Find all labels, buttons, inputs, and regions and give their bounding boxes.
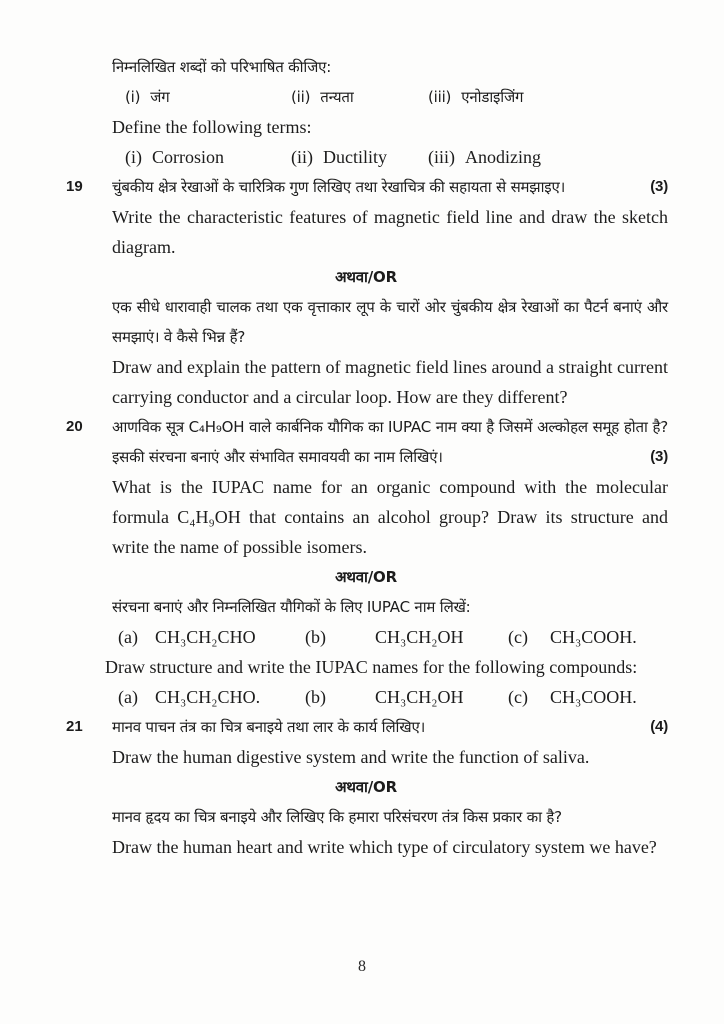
question-21 [64, 712, 668, 772]
hindi-term-3-text: एनोडाइजिंग [461, 88, 524, 106]
english-term-3 [428, 142, 668, 172]
compound-2c-formula: CH₃COOH. [550, 687, 637, 707]
hindi-term-3-label: (iii) [428, 88, 452, 106]
english-term-1 [125, 142, 291, 172]
compound-1b-formula: CH₃CH₂OH [375, 627, 464, 647]
definitions-hindi-terms-row [125, 82, 668, 112]
question-19-alt-hindi-text: एक सीधे धारावाही चालक तथा एक वृत्ताकार लूप के चारों ओर चुंबकीय क्षेत्र रेखाओं का पैटर्न बनाएं और समझाएं। वे कैसे भिन्न हैं? [112, 298, 668, 346]
hindi-term-2-label: (ii) [291, 88, 311, 106]
question-21-marks: (4) [650, 718, 668, 735]
definitions-english-terms-row [125, 142, 668, 172]
question-19-marks: (3) [650, 178, 668, 195]
english-term-1-label: (i) [125, 147, 142, 167]
hindi-term-1-text: जंग [150, 88, 170, 106]
compounds-row-1 [118, 622, 668, 652]
question-21-number: 21 [66, 718, 83, 735]
question-20-english-text: What is the IUPAC name for an organic compound with the molecular formula C₄H₉OH that contains an alcohol group? Draw its structure and write the name of possible isomers. [112, 477, 668, 557]
hindi-term-1-label: (i) [125, 88, 141, 106]
question-21-english-text: Draw the human digestive system and write the function of saliva. [112, 747, 590, 767]
english-term-2 [291, 142, 428, 172]
english-term-3-text: Anodizing [465, 147, 541, 167]
definitions-hindi-prompt: निम्नलिखित शब्दों को परिभाषित कीजिए: [112, 58, 332, 76]
compound-2c-label: (c) [508, 687, 528, 707]
compound-2b-formula: CH₃CH₂OH [375, 687, 464, 707]
question-20-hindi-text: आणविक सूत्र C₄H₉OH वाले कार्बनिक यौगिक का IUPAC नाम क्या है जिसमें अल्कोहल समूह होता है? इसकी संरचना बनाएं और संभावित समावयवी का नाम लिखिएं। [112, 418, 668, 466]
hindi-term-3 [428, 82, 668, 112]
or-divider-3: अथवा/OR [335, 778, 397, 796]
or-divider-2: अथवा/OR [335, 568, 397, 586]
question-20-number: 20 [66, 418, 83, 435]
question-19 [64, 172, 668, 262]
question-19-hindi-text: चुंबकीय क्षेत्र रेखाओं के चारित्रिक गुण लिखिए तथा रेखाचित्र की सहायता से समझाइए। [112, 178, 566, 196]
question-20 [64, 412, 668, 562]
compound-1c-formula: CH₃COOH. [550, 627, 637, 647]
hindi-term-2 [291, 82, 428, 112]
compounds-row-2 [118, 682, 668, 712]
compound-1b-label: (b) [305, 627, 326, 647]
question-20-hindi-line [112, 412, 668, 472]
question-19-number: 19 [66, 178, 83, 195]
question-19-hindi-line [112, 172, 668, 202]
compound-1c-label: (c) [508, 627, 528, 647]
compound-2b-label: (b) [305, 687, 326, 707]
question-20-alt-english-prompt: Draw structure and write the IUPAC names for the following compounds: [105, 657, 638, 677]
english-term-3-label: (iii) [428, 147, 455, 167]
page-number: 8 [358, 958, 366, 975]
question-21-hindi-line [112, 712, 668, 742]
or-divider-1: अथवा/OR [335, 268, 397, 286]
question-19-english-text: Write the characteristic features of magnetic field line and draw the sketch diagram. [112, 207, 668, 257]
english-term-1-text: Corrosion [152, 147, 224, 167]
question-21-alt-english-text: Draw the human heart and write which type of circulatory system we have? [112, 837, 657, 857]
question-20-alt-hindi-prompt: संरचना बनाएं और निम्नलिखित यौगिकों के लिए IUPAC नाम लिखें: [112, 598, 471, 616]
question-20-marks: (3) [650, 448, 668, 465]
question-19-alt-english-text: Draw and explain the pattern of magnetic field lines around a straight current carrying conductor and a circular loop. How are they different? [112, 357, 668, 407]
hindi-term-2-text: तन्यता [320, 88, 354, 106]
question-21-hindi-text: मानव पाचन तंत्र का चित्र बनाइये तथा लार के कार्य लिखिए। [112, 718, 426, 736]
english-term-2-label: (ii) [291, 147, 313, 167]
question-21-alt-hindi-text: मानव हृदय का चित्र बनाइये और लिखिए कि हमारा परिसंचरण तंत्र किस प्रकार का है? [112, 808, 562, 826]
english-term-2-text: Ductility [323, 147, 387, 167]
compound-2a-label: (a) [118, 687, 138, 707]
compound-1a-formula: CH₃CH₂CHO [155, 627, 256, 647]
definitions-english-prompt: Define the following terms: [112, 117, 312, 137]
compound-1a-label: (a) [118, 627, 138, 647]
hindi-term-1 [125, 82, 291, 112]
compound-2a-formula: CH₃CH₂CHO. [155, 687, 261, 707]
